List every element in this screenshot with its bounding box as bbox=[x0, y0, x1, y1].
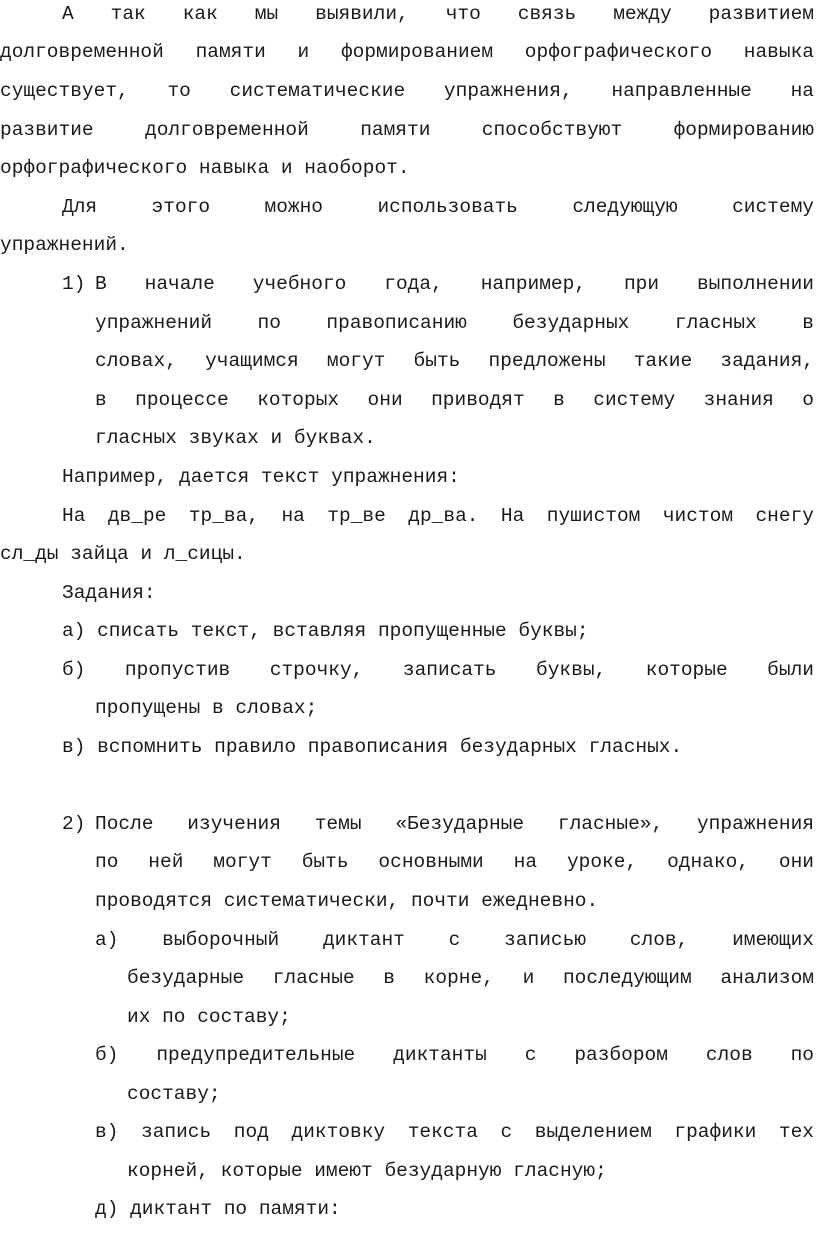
text-line: упражнений по правописанию безударных гласных в bbox=[95, 312, 814, 334]
text-line: в процессе которых они приводят в систему знания о bbox=[95, 389, 814, 411]
subtask-d: д) диктант по памяти: bbox=[95, 1198, 341, 1220]
text-line: В начале учебного года, например, при выполнении bbox=[95, 273, 814, 295]
list-number: 1) bbox=[62, 273, 86, 295]
text-line: гласных звуках и буквах. bbox=[95, 427, 376, 449]
subtask-b-cont: составу; bbox=[127, 1083, 221, 1105]
text-line: развитие долговременной памяти способствуют формированию bbox=[0, 119, 814, 141]
subtask-a: а) выборочный диктант с записью слов, имеющих bbox=[95, 929, 814, 951]
task-c: в) вспомнить правило правописания безударных гласных. bbox=[62, 736, 683, 758]
text-line: орфографического навыка и наоборот. bbox=[0, 157, 410, 179]
text-line: проводятся систематически, почти ежедневно. bbox=[95, 890, 599, 912]
text-line: А так как мы выявили, что связь между развитием bbox=[62, 3, 814, 25]
task-b-cont: пропущены в словах; bbox=[95, 697, 318, 719]
example-text-line: На дв_ре тр_ва, на тр_ве др_ва. На пушистом чистом снегу bbox=[62, 505, 814, 527]
subtask-c: в) запись под диктовку текста с выделением графики тех bbox=[95, 1121, 814, 1143]
text-line: словах, учащимся могут быть предложены такие задания, bbox=[95, 350, 814, 372]
text-line: После изучения темы «Безударные гласные», упражнения bbox=[95, 813, 814, 835]
subtask-c-cont: корней, которые имеют безударную гласную; bbox=[127, 1160, 607, 1182]
text-line: существует, то систематические упражнения, направленные на bbox=[0, 80, 814, 102]
tasks-label: Задания: bbox=[62, 582, 156, 604]
example-intro: Например, дается текст упражнения: bbox=[62, 466, 460, 488]
text-line: по ней могут быть основными на уроке, однако, они bbox=[95, 851, 814, 873]
task-b: б) пропустив строчку, записать буквы, которые были bbox=[62, 659, 814, 681]
text-line: Для этого можно использовать следующую систему bbox=[62, 196, 814, 218]
list-number: 2) bbox=[62, 813, 86, 835]
text-line: упражнений. bbox=[0, 234, 129, 256]
subtask-b: б) предупредительные диктанты с разбором слов по bbox=[95, 1044, 814, 1066]
task-a: а) списать текст, вставляя пропущенные буквы; bbox=[62, 620, 589, 642]
example-text-line: сл_ды зайца и л_сицы. bbox=[0, 543, 246, 565]
subtask-a-cont: безударные гласные в корне, и последующим анализом bbox=[127, 967, 814, 989]
text-line: долговременной памяти и формированием орфографического навыка bbox=[0, 41, 814, 63]
subtask-a-cont: их по составу; bbox=[127, 1006, 291, 1028]
